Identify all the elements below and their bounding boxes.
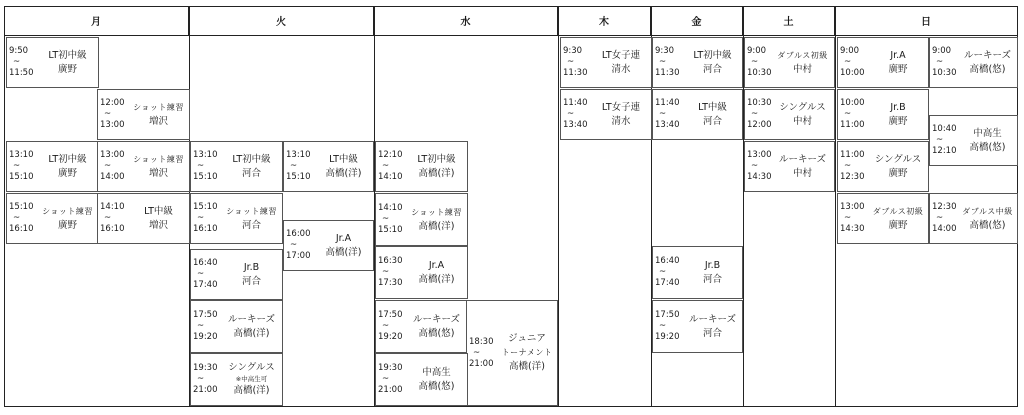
end-time: 11:00 [840,120,865,130]
end-time: 12:00 [747,120,772,130]
lesson-coach: 高橋(洋) [325,167,362,179]
tilde-separator: ~ [844,109,852,119]
lesson-info [591,38,651,87]
tilde-separator: ~ [382,161,390,171]
start-time: 19:30 [378,363,403,373]
end-time: 11:30 [655,68,680,78]
end-time: 10:30 [747,68,772,78]
end-time: 14:00 [100,172,125,182]
lesson-cell [837,193,929,244]
start-time: 13:00 [747,150,772,160]
start-time: 10:30 [747,98,772,108]
lesson-cell [375,246,468,299]
lesson-time [191,250,223,299]
start-time: 9:30 [655,46,675,56]
day-header: 日 [835,6,1018,36]
start-time: 11:00 [840,150,865,160]
start-time: 13:10 [286,150,311,160]
lesson-cell [837,141,929,192]
start-time: 16:30 [378,256,403,266]
lesson-coach: 廣野 [57,219,77,231]
lesson-cell [6,37,99,88]
lesson-cell [190,353,283,406]
tilde-separator: ~ [751,57,759,67]
end-time: 13:40 [655,120,680,130]
lesson-title: ルーキーズ [778,153,827,165]
lesson-time [467,301,499,405]
lesson-cell [283,220,374,271]
lesson-coach: 高橋(洋) [325,246,362,258]
lesson-time [561,90,593,139]
tilde-separator: ~ [844,57,852,67]
lesson-time [376,247,408,298]
lesson-title: ルーキーズ [963,49,1012,61]
end-time: 15:10 [9,172,34,182]
lesson-time [376,301,408,352]
lesson-coach: 河合 [241,219,261,231]
lesson-time [745,38,773,87]
lesson-title: LT中級 [144,205,173,217]
lesson-title: ショット練習 [42,206,93,216]
lesson-time [376,354,408,405]
lesson-info [221,354,282,405]
lesson-info [406,354,467,405]
lesson-info [221,301,282,352]
lesson-cell [375,193,468,246]
lesson-coach: 高橋(悠) [969,219,1006,231]
lesson-cell [837,37,929,88]
lesson-time [838,194,870,243]
lesson-title: LT初中級 [48,49,87,61]
start-time: 16:00 [286,229,311,239]
end-time: 21:00 [378,385,403,395]
lesson-info [868,90,928,139]
lesson-title: ルーキーズ [227,313,276,325]
lesson-info [771,142,834,191]
start-time: 16:40 [655,256,680,266]
lesson-cell [97,89,190,140]
lesson-coach: 高橋(洋) [233,385,270,396]
day-header: 月 [4,6,189,36]
lesson-info [683,301,742,352]
end-time: 12:10 [932,146,957,156]
lesson-coach: 高橋(洋) [233,327,270,339]
lesson-coach: 廣野 [57,167,77,179]
lesson-time [745,142,773,191]
start-time: 13:00 [100,150,125,160]
end-time: 19:20 [655,332,680,342]
lesson-title: LT女子連 [601,101,641,113]
lesson-cell [837,89,929,140]
lesson-coach: 高橋(洋) [509,361,545,372]
tilde-separator: ~ [290,161,298,171]
lesson-title: 中高生 [422,366,451,378]
lesson-coach: 廣野 [888,115,908,127]
lesson-time [561,38,593,87]
lesson-coach: 廣野 [888,167,908,179]
start-time: 12:00 [100,98,125,108]
start-time: 10:40 [932,124,957,134]
end-time: 21:00 [469,358,494,369]
lesson-cell [560,37,652,88]
lesson-title: Jr.B [243,261,260,273]
lesson-coach: 河合 [241,275,261,287]
end-time: 14:30 [840,224,865,234]
lesson-title: ルーキーズ [412,313,461,325]
lesson-cell [744,37,835,88]
tilde-separator: ~ [290,240,298,250]
tilde-separator: ~ [659,321,667,331]
lesson-coach: 増沢 [148,219,168,231]
day-header: 金 [651,6,743,36]
lesson-time [653,90,685,139]
lesson-title: LT初中級 [693,49,732,61]
end-time: 12:30 [840,172,865,182]
lesson-coach: 高橋(洋) [418,220,455,232]
lesson-title: ダブルス初級 [777,50,828,60]
lesson-time [745,90,773,139]
lesson-time [284,221,316,270]
end-time: 17:40 [193,280,218,290]
lesson-info [314,221,373,270]
lesson-time [653,247,685,298]
start-time: 9:50 [9,46,29,56]
lesson-time [98,90,130,139]
lesson-coach: 中村 [792,167,812,179]
tilde-separator: ~ [197,321,205,331]
lesson-cell [466,300,558,406]
end-time: 21:00 [193,385,218,395]
tilde-separator: ~ [567,109,575,119]
tilde-separator: ~ [382,214,390,224]
lesson-coach: 清水 [611,63,631,75]
tilde-separator: ~ [751,109,759,119]
lesson-time [284,142,316,191]
start-time: 17:50 [193,310,218,320]
lesson-note: ※中高生可 [235,375,268,383]
end-time: 11:50 [9,68,34,78]
lesson-title: ショット練習 [133,154,184,164]
tilde-separator: ~ [197,161,205,171]
lesson-time [838,90,870,139]
lesson-cell [6,141,99,192]
lesson-cell [283,141,374,192]
lesson-title: ダブルス初級 [872,206,924,216]
lesson-coach: 中村 [792,115,812,127]
end-time: 15:10 [286,172,311,182]
lesson-cell [97,141,190,192]
tilde-separator: ~ [13,57,21,67]
lesson-info [497,301,557,405]
start-time: 14:10 [100,202,125,212]
lesson-time [98,194,130,243]
lesson-coach: 廣野 [888,219,908,231]
lesson-time [930,194,960,243]
end-time: 17:00 [286,251,311,261]
lesson-info [406,194,467,245]
lesson-info [128,194,189,243]
day-divider [558,6,559,407]
tilde-separator: ~ [844,161,852,171]
lesson-coach: 中村 [792,63,812,75]
tilde-separator: ~ [382,321,390,331]
end-time: 16:10 [100,224,125,234]
lesson-coach: 河合 [702,273,722,285]
tilde-separator: ~ [197,269,205,279]
lesson-cell [652,37,743,88]
start-time: 13:10 [193,150,218,160]
lesson-time [930,38,960,87]
end-time: 19:20 [378,332,403,342]
end-time: 13:00 [100,120,125,130]
lesson-info [771,90,834,139]
lesson-coach: 高橋(洋) [418,167,455,179]
lesson-title: LT初中級 [417,153,456,165]
lesson-info [221,142,282,191]
lesson-info [683,38,742,87]
lesson-info [958,38,1017,87]
lesson-info [591,90,651,139]
lesson-coach: 廣野 [888,63,908,75]
lesson-cell [652,89,743,140]
start-time: 9:00 [932,46,952,56]
tilde-separator: ~ [936,213,944,223]
lesson-cell [929,115,1018,166]
lesson-cell [6,193,99,244]
day-header: 水 [374,6,558,36]
lesson-title: Jr.B [890,101,906,113]
tilde-separator: ~ [382,267,390,277]
lesson-title-line2: トーナメント [501,348,553,357]
lesson-cell [652,246,743,299]
lesson-info [128,90,189,139]
tilde-separator: ~ [104,109,112,119]
lesson-time [191,142,223,191]
start-time: 16:40 [193,258,218,268]
lesson-cell [375,353,468,406]
tilde-separator: ~ [197,374,205,384]
start-time: 18:30 [469,336,494,347]
lesson-coach: 河合 [702,63,722,75]
end-time: 14:30 [747,172,772,182]
lesson-time [653,301,685,352]
start-time: 13:10 [9,150,34,160]
lesson-cell [560,89,652,140]
lesson-time [191,194,223,243]
lesson-info [314,142,373,191]
lesson-cell [190,141,283,192]
lesson-info [683,247,742,298]
tilde-separator: ~ [13,213,21,223]
lesson-title: Jr.A [428,259,445,271]
lesson-cell [97,193,190,244]
lesson-coach: 増沢 [148,167,168,179]
start-time: 19:30 [193,363,218,373]
lesson-time [376,194,408,245]
lesson-info [958,194,1017,243]
lesson-cell [652,300,743,353]
lesson-cell [190,300,283,353]
lesson-coach: 清水 [611,115,631,127]
day-header: 木 [558,6,651,36]
end-time: 11:30 [563,68,588,78]
start-time: 9:30 [563,46,583,56]
tilde-separator: ~ [197,213,205,223]
lesson-title: LT女子連 [601,49,641,61]
start-time: 14:10 [378,203,403,213]
lesson-time [653,38,685,87]
lesson-title: ダブルス中級 [962,206,1013,216]
lesson-coach: 高橋(悠) [418,327,455,339]
lesson-title: Jr.A [335,232,352,244]
start-time: 17:50 [378,310,403,320]
start-time: 12:30 [932,202,957,212]
lesson-info [37,194,98,243]
lesson-time [930,116,960,165]
lesson-cell [744,141,835,192]
lesson-time [376,142,408,191]
tilde-separator: ~ [936,135,944,145]
end-time: 10:00 [840,68,865,78]
lesson-info [868,38,928,87]
start-time: 11:40 [563,98,588,108]
lesson-info [406,301,467,352]
end-time: 16:10 [9,224,34,234]
lesson-title: Jr.A [890,49,906,61]
lesson-time [98,142,130,191]
lesson-info [683,90,742,139]
tilde-separator: ~ [659,109,667,119]
tilde-separator: ~ [382,374,390,384]
end-time: 15:10 [193,172,218,182]
lesson-title: ショット練習 [133,102,184,112]
lesson-time [191,301,223,352]
lesson-coach: 河合 [241,167,261,179]
lesson-title: ジュニア [508,333,546,344]
start-time: 15:10 [193,202,218,212]
tilde-separator: ~ [659,57,667,67]
end-time: 15:10 [378,225,403,235]
lesson-title: LT初中級 [232,153,271,165]
start-time: 10:00 [840,98,865,108]
lesson-title: シングルス [228,362,275,373]
lesson-time [838,142,870,191]
lesson-cell [375,300,468,353]
lesson-info [868,142,928,191]
end-time: 14:10 [378,172,403,182]
lesson-info [406,247,467,298]
lesson-title: ルーキーズ [688,313,737,325]
lesson-info [868,194,928,243]
lesson-cell [929,193,1018,244]
lesson-info [221,250,282,299]
lesson-cell [190,249,283,300]
lesson-time [7,142,39,191]
lesson-cell [375,141,468,192]
end-time: 16:10 [193,224,218,234]
lesson-title: LT初中級 [48,153,87,165]
tilde-separator: ~ [567,57,575,67]
start-time: 9:00 [747,46,767,56]
tilde-separator: ~ [473,347,481,358]
lesson-coach: 廣野 [57,63,77,75]
end-time: 10:30 [932,68,957,78]
end-time: 14:00 [932,224,957,234]
lesson-title: LT中級 [698,101,727,113]
lesson-title: シングルス [779,101,826,113]
end-time: 17:30 [378,278,403,288]
lesson-time [838,38,870,87]
lesson-title: シングルス [874,153,922,165]
lesson-info [771,38,834,87]
lesson-title: ショット練習 [226,206,277,216]
lesson-coach: 増沢 [148,115,168,127]
start-time: 9:00 [840,46,860,56]
lesson-coach: 高橋(洋) [418,273,455,285]
tilde-separator: ~ [659,267,667,277]
lesson-info [406,142,467,191]
tilde-separator: ~ [104,213,112,223]
tilde-separator: ~ [936,57,944,67]
end-time: 19:20 [193,332,218,342]
start-time: 12:10 [378,150,403,160]
lesson-info [37,142,98,191]
end-time: 13:40 [563,120,588,130]
lesson-coach: 高橋(悠) [969,141,1006,153]
tilde-separator: ~ [844,213,852,223]
lesson-coach: 高橋(悠) [969,63,1006,75]
lesson-coach: 河合 [702,115,722,127]
lesson-title: 中高生 [973,127,1002,139]
day-header: 火 [189,6,374,36]
lesson-info [128,142,189,191]
lesson-cell [929,37,1018,88]
start-time: 15:10 [9,202,34,212]
tilde-separator: ~ [751,161,759,171]
day-header: 土 [743,6,835,36]
lesson-time [7,38,39,87]
lesson-title: ショット練習 [411,207,462,217]
lesson-cell [190,193,283,244]
start-time: 17:50 [655,310,680,320]
start-time: 11:40 [655,98,680,108]
lesson-coach: 河合 [702,327,722,339]
lesson-time [7,194,39,243]
lesson-title: LT中級 [329,153,358,165]
lesson-info [958,116,1017,165]
end-time: 17:40 [655,278,680,288]
lesson-cell [744,89,835,140]
lesson-info [221,194,282,243]
day-divider [835,6,836,407]
lesson-coach: 高橋(悠) [418,380,455,392]
tilde-separator: ~ [13,161,21,171]
lesson-info [37,38,98,87]
lesson-title: Jr.B [704,259,721,271]
lesson-time [191,354,223,405]
start-time: 13:00 [840,202,865,212]
tilde-separator: ~ [104,161,112,171]
